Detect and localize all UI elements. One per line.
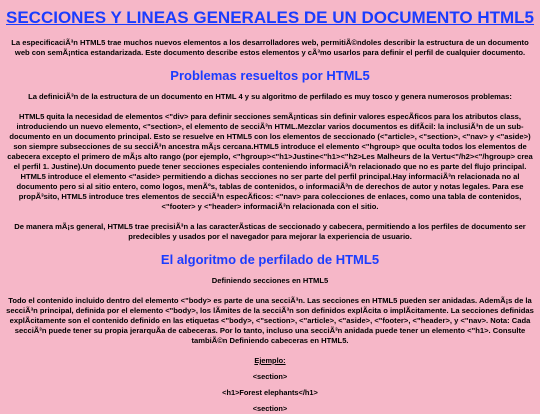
- page-title: SECCIONES Y LINEAS GENERALES DE UN DOCUMENTO HTML5: [6, 8, 535, 27]
- problems-details-paragraph: HTML5 quita la necesidad de elementos <"div> para definir secciones semÃ¡nticas sin definir valores especÃficos para los atributos class, introduciendo un nuevo elemento, <"section>, el elemento de secciÃ³n HTML.Mezclar varios documentos es difÃcil: la inclusiÃ³n de un sub-documento en un documento principal. Esto se resuelve en HTML5 con los elementos de seccionado (<"article>, <"section>, <"nav> y <"aside>) son siempre subsecciones de su secciÃ³n ancestra mÃ¡s cercana.HTML5 introduce el elemento <"hgroup> que oculta todos los elementos de cabecera excepto el primero de mÃ¡s alto rango (por ejemplo, <"hgroup><"h1>Justine<"h1><"h2>Les Malheurs de la Vertu<"/h2><"/hgroup> crea el perfil 1. Justine).Un documento puede tener secciones especiales conteniendo informaciÃ³n relacionado que no es parte del flujo principal. HTML5 introduce el elemento <"aside> permitiendo a dichas secciones no ser parte del perfil principal.Hay informaciÃ³n relacionada no al documento pero si al sitio entero, como logos, menÃºs, tablas de contenidos, o informaciÃ³n de derechos de autor y notas legales. Para ese propÃ³sito, HTML5 introduce tres elementos de secciÃ³n especÃficos: <"nav> para colecciones de enlaces, como una tabla de contenidos, <"footer> y <"header> informaciÃ³n relacionada con el sitio.: [7, 112, 533, 211]
- example-label: Ejemplo:: [254, 356, 286, 365]
- code-line-2: <h1>Forest elephants</h1>: [222, 388, 318, 397]
- problems-intro-paragraph: La definiciÃ³n de la estructura de un documento en HTML 4 y su algoritmo de perfilado es muy tosco y genera numerosos problemas:: [28, 92, 512, 101]
- code-line-3: <section>: [252, 404, 288, 413]
- algorithm-paragraph: Todo el contenido incluido dentro del elemento <"body> es parte de una secciÃ³n. Las secciones en HTML5 pueden ser anidadas. AdemÃ¡s de la secciÃ³n principal, definida por el elemento <"body>, los lÃmites de la secciÃ³n son definidos explÃcita o implÃcitamente. La secciones definidas explÃcitamente son el contenido definido en las etiquetas <"body>, <"section>, <"article>, <"aside>, <"footer>, <"header>, y <"nav>. Nota: Cada secciÃ³n puede tener su propia jerarquÃa de cabeceras. Por lo tanto, incluso una secciÃ³n anidada puede tener un elemento <"h1>. Consulte tambiÃ©n Definiendo cabeceras en HTML5.: [6, 296, 534, 345]
- section-heading-algorithm: El algoritmo de perfilado de HTML5: [160, 252, 380, 267]
- section-heading-problems: Problemas resueltos por HTML5: [170, 68, 370, 83]
- intro-paragraph: La especificaciÃ³n HTML5 trae muchos nuevos elementos a los desarrolladores web, permitiÃ©ndoles describir la estructura de un documento web con semÃ¡ntica estandarizada. Este documento describe estos elementos y cÃ³mo usarlos para definir el perfil de cualquier documento.: [11, 38, 529, 57]
- code-line-1: <section>: [252, 372, 288, 381]
- problems-summary-paragraph: De manera mÃ¡s general, HTML5 trae precisiÃ³n a las caracterÃsticas de seccionado y cabecera, permitiendo a los perfiles de documento ser predecibles y usados por el navegador para mejorar la experiencia de usuario.: [14, 222, 526, 241]
- subheading-defining-sections: Definiendo secciones en HTML5: [211, 276, 329, 285]
- example-block: [6, 356, 534, 414]
